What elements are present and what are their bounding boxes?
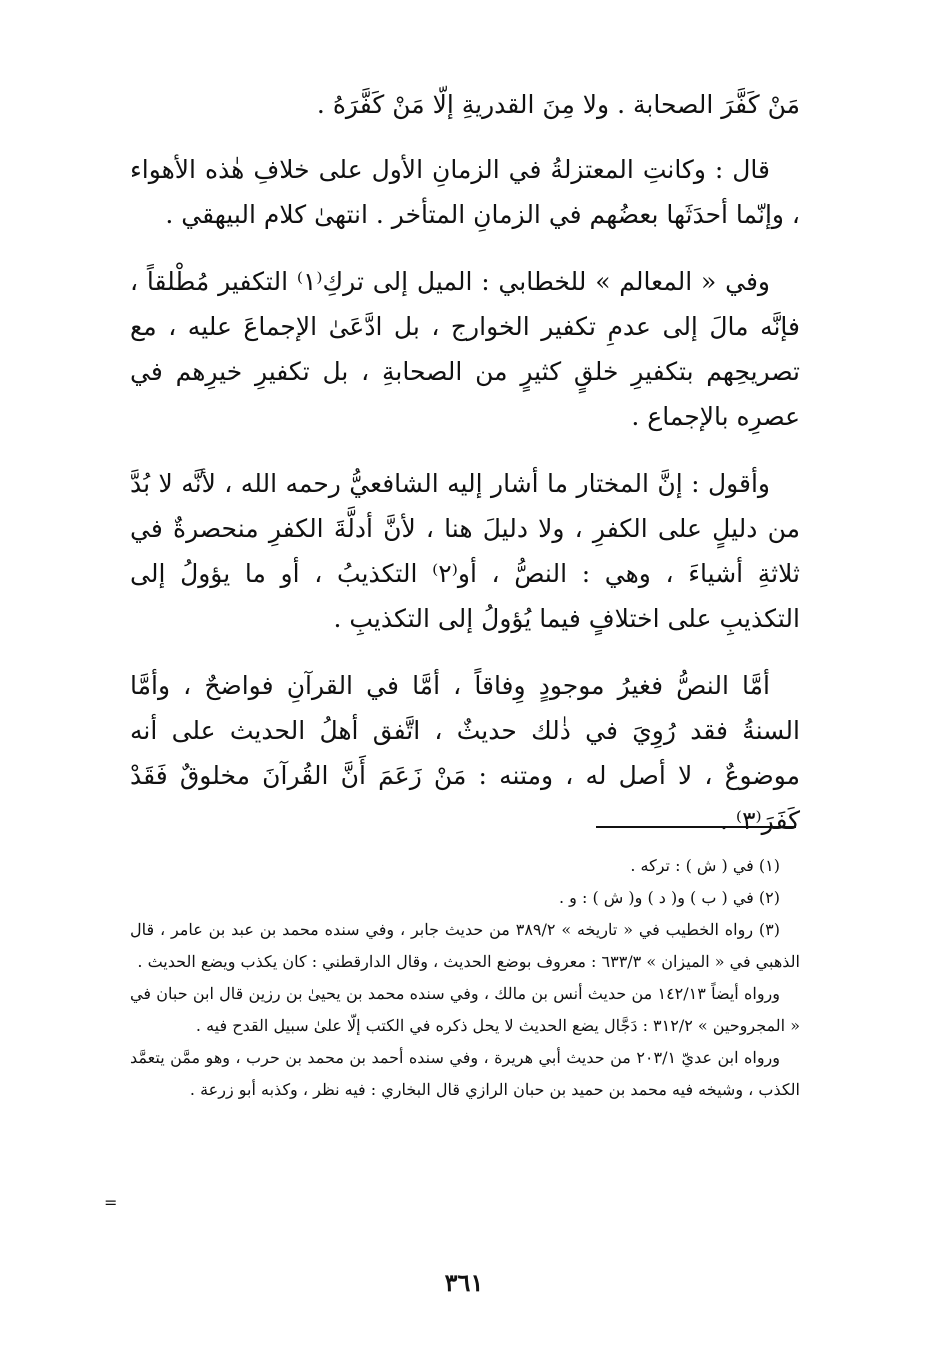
footnote-2: (٢) في ( ب ) و( د ) و( ش ) : و . [558, 888, 780, 907]
footnote-3: (٣) رواه الخطيب في « تاريخه » ٣٨٩/٢ من حديث جابر ، وفي سنده محمد بن عبد بن عامر ، قال الذهبي في « الميزان » ٦٣٣/٣ : معروف بوضع الحديث ، وقال الدارقطني : كان يكذب ويضع الحديث . [130, 920, 800, 971]
footnote-3-continued: ورواه أيضاً ١٤٢/١٣ من حديث أنس بن مالك ، وفي سنده محمد بن يحيىٰ بن رزين قال ابن حبان في « المجروحين » ٣١٢/٢ : دَجَّال يضع الحديث لا يحل ذكره في الكتب إلّا علىٰ سبيل القدح فيه . [130, 984, 800, 1035]
footnote-separator [596, 826, 796, 828]
paragraph-5: أمَّا النصُّ فغيرُ موجودٍ وِفاقاً ، أمَّا في القرآنِ فواضحٌ ، وأمَّا السنةُ فقد رُوِيَ في ذٰلك حديثٌ ، اتَّفق أهلُ الحديث على أنه موضوعٌ ، لا أصل له ، ومتنه : مَنْ زَعَمَ أَنَّ القُرآنَ مخلوقٌ فَقَدْ كَفَرَ⁽٣⁾ . [130, 671, 800, 835]
paragraph-3: وفي « المعالم » للخطابي : الميل إلى تركِ⁽١⁾ التكفير مُطْلقاً ، فإنَّه مالَ إلى عدمِ تكفير الخوارج ، بل ادَّعَىٰ الإجماعَ عليه ، مع تصريحِهم بتكفيرِ خلقٍ كثيرٍ من الصحابةِ ، بل تكفيرِ خيرِهم في عصرِه بالإجماع . [130, 267, 800, 431]
continuation-mark: = [104, 1193, 118, 1212]
footnotes [130, 850, 800, 1106]
page-number: ٣٦١ [444, 1268, 484, 1297]
footnote-1: (١) في ( ش ) : تركه . [630, 856, 780, 875]
paragraph-1: مَنْ كَفَّرَ الصحابة . ولا مِنَ القدريةِ إلّا مَنْ كَفَّرَهُ . [316, 90, 800, 119]
paragraph-4: وأقول : إنَّ المختار ما أشار إليه الشافعيُّ رحمه الله ، لأنَّه لا بُدَّ من دليلٍ على الكفرِ ، ولا دليلَ هنا ، لأنَّ أدلَّةَ الكفرِ منحصرةٌ في ثلاثةِ أشياءَ ، وهي : النصُّ ، أو⁽٢⁾ التكذيبُ ، أو ما يؤولُ إلى التكذيبِ على اختلافٍ فيما يُؤولُ إلى التكذيبِ . [130, 469, 800, 633]
paragraph-2: قال : وكانتِ المعتزلةُ في الزمانِ الأول على خلافِ هٰذه الأهواء ، وإنّما أحدَثَها بعضُهم في الزمانِ المتأخر . انتهىٰ كلام البيهقي . [130, 155, 800, 229]
footnote-3-continued-2: ورواه ابن عديّ ٢٠٣/١ من حديث أبي هريرة ، وفي سنده أحمد بن محمد بن حرب ، وهو ممَّن يتعمَّد الكذب ، وشيخه فيه محمد بن حميد بن حبان الرازي قال البخاري : فيه نظر ، وكذبه أبو زرعة . [130, 1048, 800, 1099]
main-text [130, 82, 800, 865]
